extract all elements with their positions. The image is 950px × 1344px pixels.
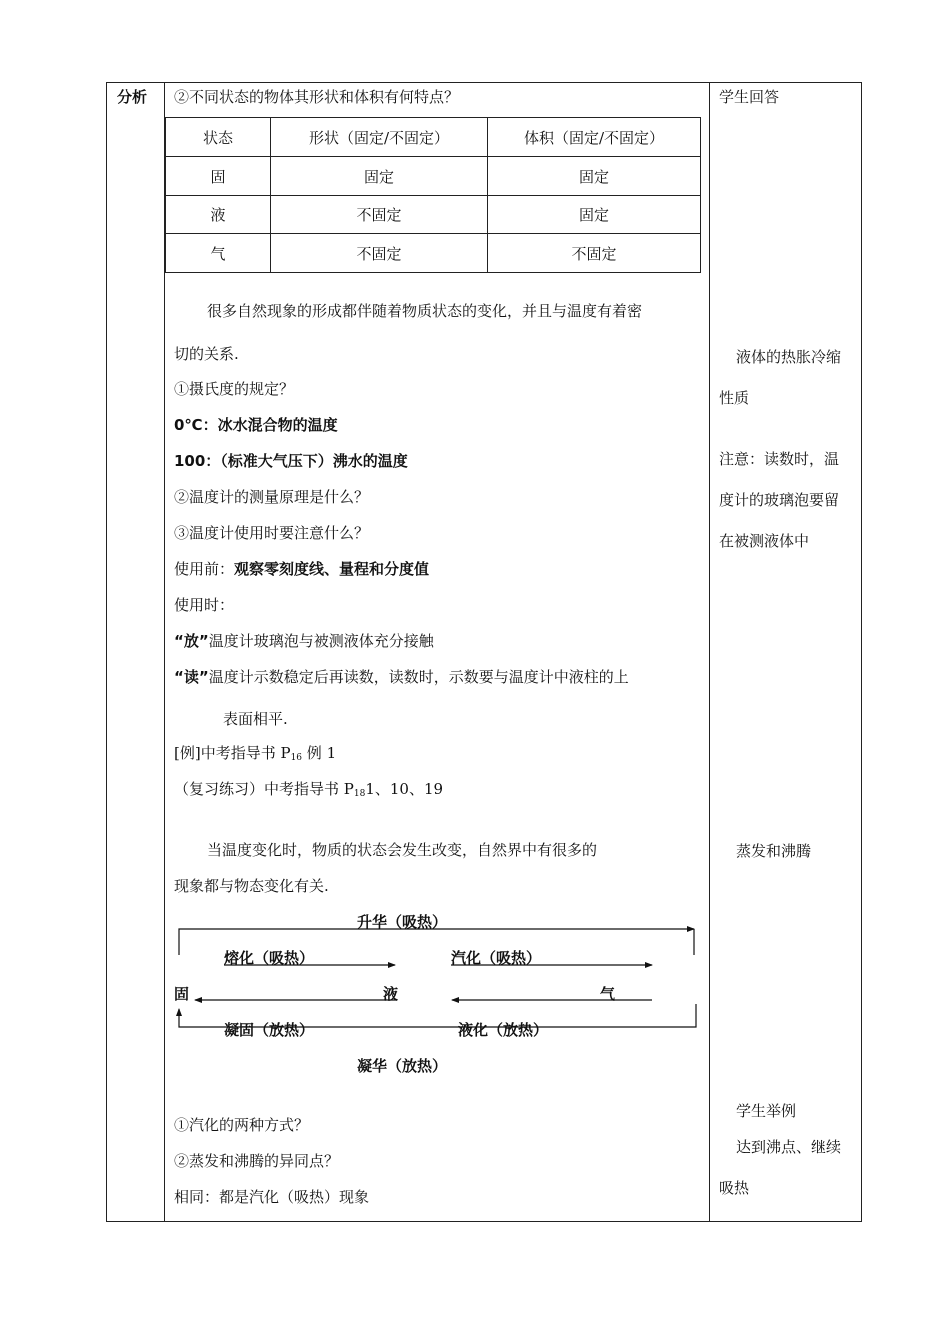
note-line-1: 注意：读数时，温 bbox=[719, 450, 840, 468]
review-text: （复习练习）中考指导书 P bbox=[174, 780, 354, 798]
table-cell: 液 bbox=[166, 196, 271, 234]
table-cell: 固定 bbox=[488, 196, 701, 234]
question-principle: ②温度计的测量原理是什么？ bbox=[174, 488, 370, 506]
reach-boiling-2: 吸热 bbox=[719, 1179, 750, 1197]
example-text: [例]中考指导书 P bbox=[174, 744, 291, 762]
vaporization-label: 汽化（吸热） bbox=[451, 949, 542, 967]
same-point: 相同：都是汽化（吸热）现象 bbox=[174, 1188, 370, 1206]
table-cell: 固定 bbox=[488, 157, 701, 196]
note-line-2: 度计的玻璃泡要留 bbox=[719, 491, 840, 509]
review-numbers: 1、10、19 bbox=[365, 780, 444, 798]
liquid-label: 液 bbox=[383, 985, 399, 1003]
note-line-3: 在被测液体中 bbox=[719, 532, 810, 550]
solidification-label: 凝固（放热） bbox=[224, 1021, 315, 1039]
hundred-degree-definition: 100：（标准大气压下）沸水的温度 bbox=[174, 452, 408, 470]
read-label: “读” bbox=[174, 668, 209, 686]
put-text: 温度计玻璃泡与被测液体充分接触 bbox=[208, 632, 434, 650]
review-page: 18 bbox=[353, 789, 366, 799]
thermal-expansion-1: 液体的热胀冷缩 bbox=[736, 348, 842, 366]
reach-boiling-1: 达到沸点、继续 bbox=[736, 1138, 842, 1156]
example-number: 例 1 bbox=[302, 744, 337, 762]
table-cell: 不固定 bbox=[488, 234, 701, 273]
melting-label: 熔化（吸热） bbox=[224, 949, 315, 967]
question-attention: ③温度计使用时要注意什么？ bbox=[174, 524, 370, 542]
analysis-label: 分析 bbox=[117, 88, 148, 106]
question-two-ways: ①汽化的两种方式？ bbox=[174, 1116, 310, 1134]
table-cell: 不固定 bbox=[271, 196, 488, 234]
table-header-volume: 体积（固定/不固定） bbox=[488, 118, 701, 157]
example-page: 16 bbox=[290, 753, 303, 763]
deposition-label: 凝华（放热） bbox=[357, 1057, 448, 1075]
question-evaporation-boiling: ②蒸发和沸腾的异同点？ bbox=[174, 1152, 340, 1170]
table-header-shape: 形状（固定/不固定） bbox=[271, 118, 488, 157]
gas-label: 气 bbox=[600, 985, 616, 1003]
paragraph-2-line-2: 现象都与物态变化有关. bbox=[174, 877, 329, 895]
before-use-text: 观察零刻度线、量程和分度值 bbox=[234, 560, 430, 578]
table-cell: 固定 bbox=[271, 157, 488, 196]
table-cell: 不固定 bbox=[271, 234, 488, 273]
liquefaction-label: 液化（放热） bbox=[458, 1021, 549, 1039]
evaporation-boiling: 蒸发和沸腾 bbox=[736, 842, 812, 860]
table-cell: 气 bbox=[166, 234, 271, 273]
paragraph-1-line-2: 切的关系. bbox=[174, 345, 239, 363]
table-header-state: 状态 bbox=[166, 118, 271, 157]
question-states: ②不同状态的物体其形状和体积有何特点？ bbox=[174, 88, 460, 106]
zero-degree-definition: 0℃：冰水混合物的温度 bbox=[174, 416, 338, 434]
solid-label: 固 bbox=[174, 985, 190, 1003]
sublimation-label: 升华（吸热） bbox=[357, 913, 448, 931]
student-answer: 学生回答 bbox=[719, 88, 780, 106]
during-use: 使用时： bbox=[174, 596, 235, 614]
student-example: 学生举例 bbox=[736, 1102, 797, 1120]
table-cell: 固 bbox=[166, 157, 271, 196]
put-label: “放” bbox=[174, 632, 209, 650]
paragraph-1-line-1: 很多自然现象的形成都伴随着物质状态的变化，并且与温度有着密 bbox=[207, 302, 643, 320]
question-celsius: ①摄氏度的规定？ bbox=[174, 380, 295, 398]
read-text: 温度计示数稳定后再读数，读数时，示数要与温度计中液柱的上 bbox=[208, 668, 629, 686]
before-use-label: 使用前： bbox=[174, 560, 235, 578]
paragraph-2-line-1: 当温度变化时，物质的状态会发生改变，自然界中有很多的 bbox=[207, 841, 598, 859]
thermal-expansion-2: 性质 bbox=[719, 389, 750, 407]
read-rule-continued: 表面相平. bbox=[223, 710, 288, 728]
